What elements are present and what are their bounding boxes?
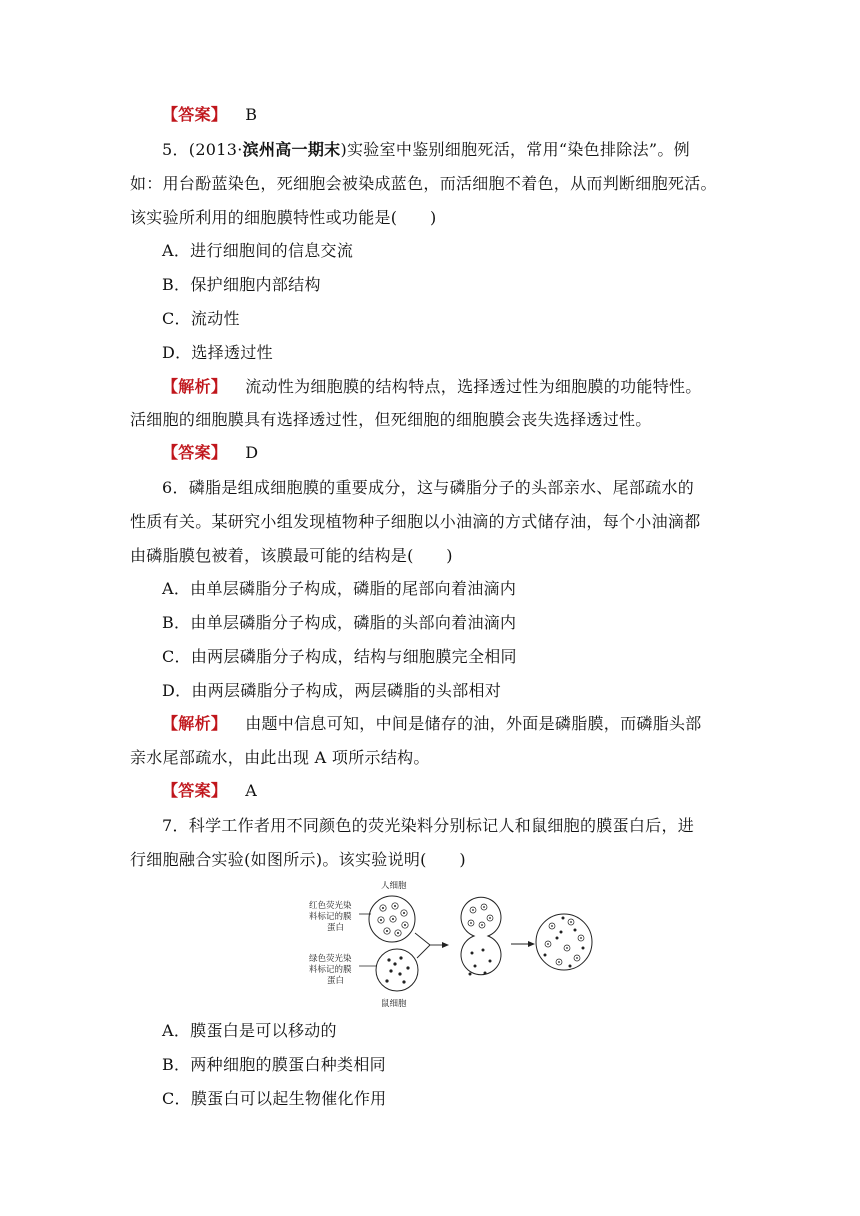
fusing-cells — [461, 897, 501, 974]
answer-value: B — [245, 105, 258, 124]
red-label-line-3: 蛋白 — [327, 923, 345, 933]
q5-stem-line-1 — [162, 139, 690, 161]
q7-stem-line-2: 行细胞融合实验(如图所示)。该实验说明( ) — [130, 850, 466, 869]
analysis-tag: 【解析】 — [162, 377, 228, 396]
q7-option-c: C．膜蛋白可以起生物催化作用 — [162, 1089, 387, 1108]
answer-tag: 【答案】 — [162, 105, 228, 124]
q6-stem-line-1: 6．磷脂是组成细胞膜的重要成分，这与磷脂分子的头部亲水、尾部疏水的 — [162, 478, 695, 497]
q5-source: 滨州高一期末 — [242, 140, 341, 159]
q6-stem-line-2: 性质有关。某研究小组发现植物种子细胞以小油滴的方式储存油，每个小油滴都 — [130, 512, 701, 531]
human-cell-label: 人细胞 — [381, 881, 407, 891]
answer-value: A — [245, 781, 258, 800]
analysis-tag: 【解析】 — [162, 714, 228, 733]
q5-option-c: C．流动性 — [162, 309, 240, 328]
q5-stem-line-2: 如：用台酚蓝染色，死细胞会被染成蓝色，而活细胞不着色，从而判断细胞死活。 — [130, 174, 717, 193]
q5-option-d: D．选择透过性 — [162, 343, 273, 362]
red-label-line-2: 料标记的膜 — [309, 912, 352, 922]
cell-fusion-figure — [305, 878, 595, 1010]
q5-stem-text: )实验室中鉴别细胞死活，常用“染色排除法”。例 — [340, 140, 690, 159]
answer-tag: 【答案】 — [162, 781, 228, 800]
q5-option-b: B．保护细胞内部结构 — [162, 275, 321, 294]
q7-option-a: A．膜蛋白是可以移动的 — [162, 1021, 337, 1040]
analysis-text: 由题中信息可知，中间是储存的油，外面是磷脂膜，而磷脂头部 — [245, 714, 702, 733]
fused-cell — [536, 914, 592, 970]
q5-analysis-line-1 — [162, 376, 702, 398]
q6-option-d: D．由两层磷脂分子构成，两层磷脂的头部相对 — [162, 681, 502, 700]
green-label-line-1: 绿色荧光染 — [309, 954, 352, 964]
green-label-line-3: 蛋白 — [327, 976, 345, 986]
analysis-text: 流动性为细胞膜的结构特点，选择透过性为细胞膜的功能特性。 — [245, 377, 702, 396]
answer-value: D — [245, 443, 259, 462]
q4-answer-line — [162, 104, 257, 126]
q6-option-c: C．由两层磷脂分子构成，结构与细胞膜完全相同 — [162, 647, 517, 666]
mouse-cell — [376, 949, 418, 991]
q6-analysis-line-2: 亲水尾部疏水，由此出现 A 项所示结构。 — [130, 748, 430, 767]
q5-option-a: A．进行细胞间的信息交流 — [162, 241, 354, 260]
q6-stem-line-3: 由磷脂膜包被着，该膜最可能的结构是( ) — [130, 546, 453, 565]
q6-answer-line — [162, 780, 257, 802]
q5-analysis-line-2: 活细胞的细胞膜具有选择透过性，但死细胞的细胞膜会丧失选择透过性。 — [130, 410, 652, 429]
q6-option-a: A．由单层磷脂分子构成，磷脂的尾部向着油滴内 — [162, 579, 517, 598]
green-label-line-2: 料标记的膜 — [309, 965, 352, 975]
q5-answer-line — [162, 442, 258, 464]
red-label-line-1: 红色荧光染 — [309, 901, 352, 911]
q5-stem-line-3: 该实验所利用的细胞膜特性或功能是( ) — [130, 208, 437, 227]
mouse-cell-label: 鼠细胞 — [381, 999, 407, 1009]
q6-option-b: B．由单层磷脂分子构成，磷脂的头部向着油滴内 — [162, 613, 517, 632]
q6-analysis-line-1 — [162, 713, 702, 735]
answer-tag: 【答案】 — [162, 443, 228, 462]
q7-option-b: B．两种细胞的膜蛋白种类相同 — [162, 1055, 386, 1074]
q7-stem-line-1: 7．科学工作者用不同颜色的荧光染料分别标记人和鼠细胞的膜蛋白后，进 — [162, 816, 695, 835]
q5-number: 5．(2013· — [162, 140, 243, 159]
